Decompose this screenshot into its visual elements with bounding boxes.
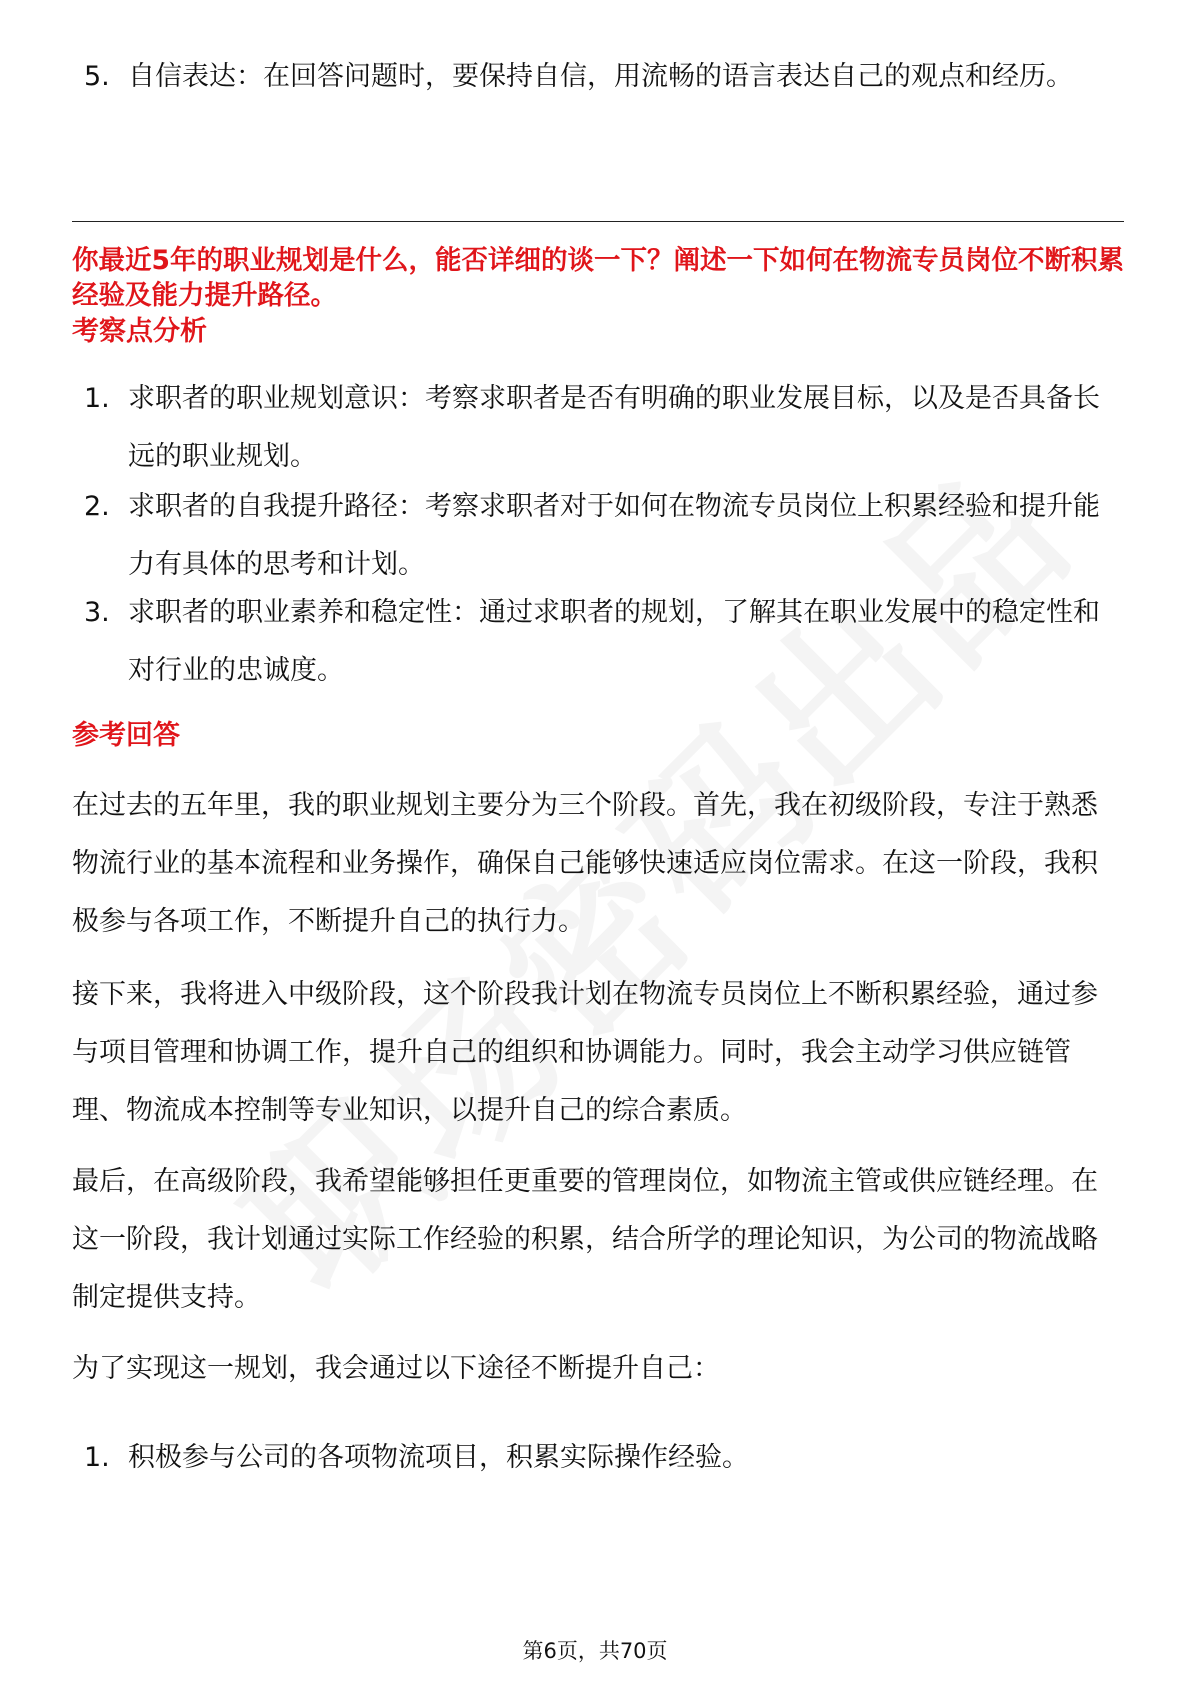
list-item-number: 1.	[84, 383, 110, 414]
answer-item-1	[84, 1429, 1124, 1487]
list-item-number: 1.	[84, 1442, 110, 1473]
list-item-number: 3.	[84, 597, 110, 628]
section-divider	[72, 221, 1124, 222]
list-item-text: 求职者的自我提升路径：考察求职者对于如何在物流专员岗位上积累经验和提升能力有具体的思考和计划。	[128, 491, 1100, 580]
document-page	[72, 0, 1124, 1684]
answer-paragraph-2: 接下来，我将进入中级阶段，这个阶段我计划在物流专员岗位上不断积累经验，通过参与项目管理和协调工作，提升自己的组织和协调能力。同时，我会主动学习供应链管理、物流成本控制等专业知识，以提升自己的综合素质。	[72, 979, 1098, 1126]
list-item-number: 5.	[84, 61, 110, 92]
list-item-text: 求职者的职业素养和稳定性：通过求职者的规划，了解其在职业发展中的稳定性和对行业的忠诚度。	[128, 597, 1100, 686]
answer-paragraph-1: 在过去的五年里，我的职业规划主要分为三个阶段。首先，我在初级阶段，专注于熟悉物流行业的基本流程和业务操作，确保自己能够快速适应岗位需求。在这一阶段，我积极参与各项工作，不断提升自己的执行力。	[72, 790, 1098, 937]
analysis-item-2	[84, 478, 1124, 594]
answer-paragraph-4: 为了实现这一规划，我会通过以下途径不断提升自己：	[72, 1353, 720, 1384]
question-heading: 你最近5年的职业规划是什么，能否详细的谈一下？阐述一下如何在物流专员岗位不断积累经验及能力提升路径。	[72, 245, 1124, 311]
analysis-item-1	[84, 370, 1124, 486]
list-item-text: 求职者的职业规划意识：考察求职者是否有明确的职业发展目标，以及是否具备长远的职业规划。	[128, 383, 1100, 472]
analysis-item-3	[84, 584, 1124, 700]
list-item-text: 自信表达：在回答问题时，要保持自信，用流畅的语言表达自己的观点和经历。	[128, 61, 1073, 92]
list-item-number: 2.	[84, 491, 110, 522]
answer-title: 参考回答	[72, 720, 180, 751]
answer-paragraph-3: 最后，在高级阶段，我希望能够担任更重要的管理岗位，如物流主管或供应链经理。在这一阶段，我计划通过实际工作经验的积累，结合所学的理论知识，为公司的物流战略制定提供支持。	[72, 1166, 1098, 1313]
analysis-title: 考察点分析	[72, 316, 207, 347]
list-item	[84, 48, 1124, 106]
page-footer: 第6页，共70页	[522, 1639, 668, 1663]
list-item-text: 积极参与公司的各项物流项目，积累实际操作经验。	[128, 1442, 749, 1473]
